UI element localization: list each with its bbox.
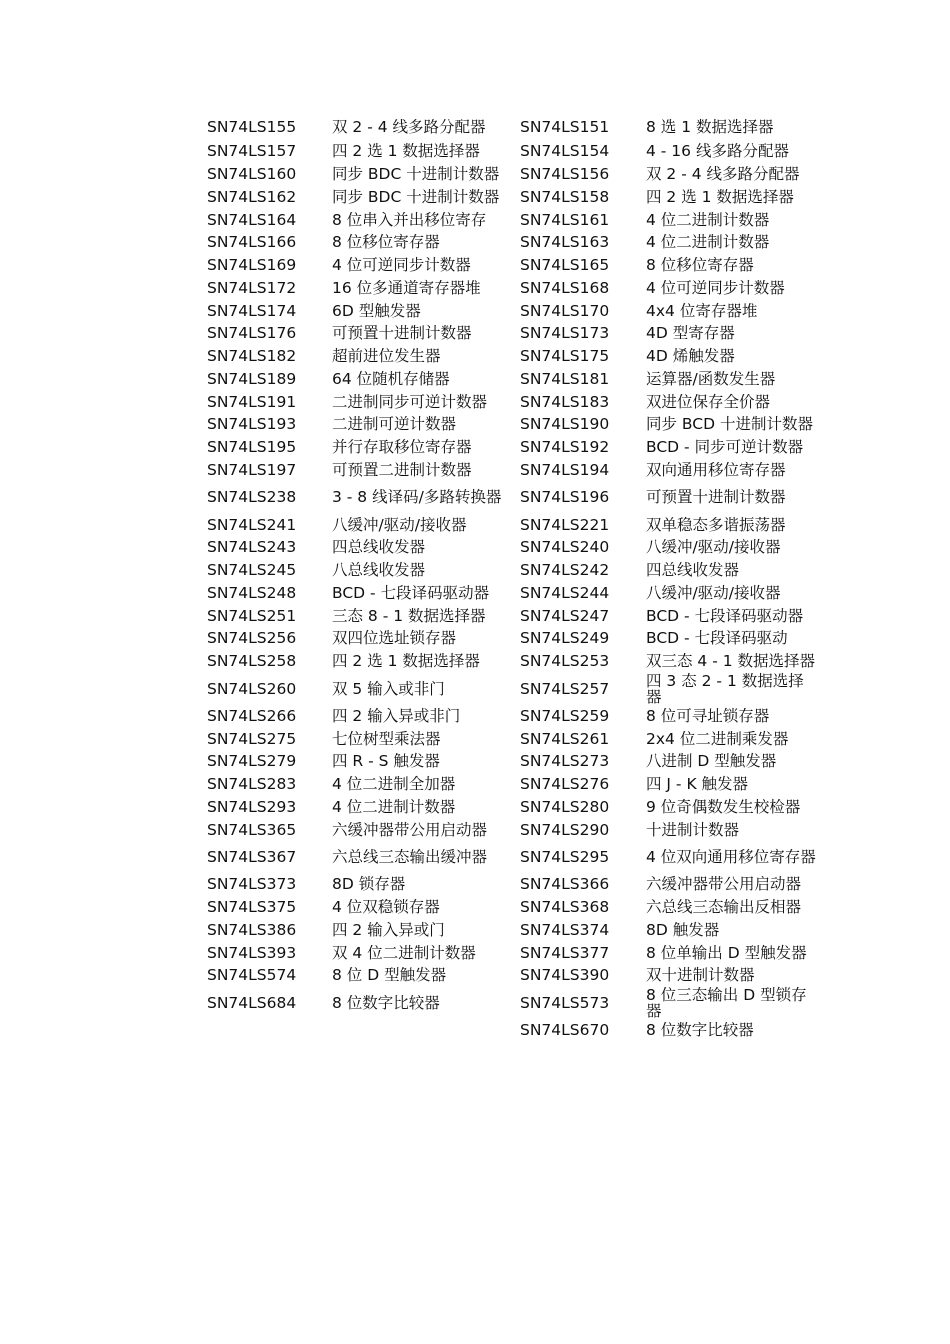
table-row <box>207 536 827 559</box>
table-row <box>207 481 827 513</box>
part-description-left: 16 位多通道寄存器堆 <box>332 278 481 297</box>
part-description-left: 3 - 8 线译码/多路转换器 <box>332 488 502 507</box>
part-number-right: SN74LS573 <box>520 993 610 1012</box>
table-row <box>207 750 827 773</box>
part-description-right: 8 位三态输出 D 型锁存器 <box>646 985 807 1020</box>
part-number-right: SN74LS154 <box>520 142 610 161</box>
table-row <box>207 277 827 300</box>
part-number-right: SN74LS173 <box>520 324 610 343</box>
part-number-left: SN74LS155 <box>207 118 297 136</box>
part-number-left: SN74LS197 <box>207 460 297 479</box>
part-description-left: 4 位可逆同步计数器 <box>332 256 471 275</box>
part-number-right: SN74LS156 <box>520 165 610 184</box>
part-number-left: SN74LS174 <box>207 301 297 320</box>
part-number-right: SN74LS158 <box>520 187 610 206</box>
part-description-right: 双单稳态多谐振荡器 <box>646 515 786 534</box>
part-number-left: SN74LS162 <box>207 187 297 206</box>
part-description-left: 八总线收发器 <box>332 561 426 580</box>
part-description-left: 四总线收发器 <box>332 538 426 557</box>
part-description-left: 并行存取移位寄存器 <box>332 438 472 457</box>
table-row <box>207 896 827 919</box>
part-number-left: SN74LS386 <box>207 920 297 939</box>
part-description-right: 双 2 - 4 线多路分配器 <box>646 165 800 184</box>
part-number-right: SN74LS175 <box>520 347 610 366</box>
part-number-left: SN74LS375 <box>207 898 297 917</box>
part-description-left: 8 位串入并出移位寄存 <box>332 210 487 229</box>
part-description-right: 4 位二进制计数器 <box>646 210 770 229</box>
table-row <box>207 650 827 673</box>
part-description-right: 双进位保存全价器 <box>646 392 771 411</box>
part-number-left: SN74LS293 <box>207 797 297 816</box>
table-row <box>207 841 827 873</box>
part-number-left: SN74LS393 <box>207 943 297 962</box>
part-number-right: SN74LS244 <box>520 583 610 602</box>
part-description-right: 2x4 位二进制乘发器 <box>646 729 789 748</box>
part-number-left: SN74LS176 <box>207 324 297 343</box>
part-description-right: 8 选 1 数据选择器 <box>646 118 774 136</box>
table-row <box>207 436 827 459</box>
part-description-right: BCD - 七段译码驱动 <box>646 629 788 648</box>
part-description-right: 4D 型寄存器 <box>646 324 735 343</box>
part-number-right: SN74LS273 <box>520 752 610 771</box>
table-row <box>207 673 827 705</box>
part-number-right: SN74LS295 <box>520 848 610 866</box>
part-description-right: 六总线三态输出反相器 <box>646 898 802 917</box>
table-row <box>207 582 827 605</box>
part-number-left: SN74LS574 <box>207 966 297 985</box>
part-description-right: 9 位奇偶数发生校检器 <box>646 797 801 816</box>
part-number-right: SN74LS261 <box>520 729 610 748</box>
part-description-left: 4 位双稳锁存器 <box>332 898 440 917</box>
part-description-left: 八缓冲/驱动/接收器 <box>332 515 467 534</box>
part-description-left: 8 位移位寄存器 <box>332 233 440 252</box>
part-number-right: SN74LS290 <box>520 820 610 839</box>
part-description-right: 可预置十进制计数器 <box>646 488 786 507</box>
table-row <box>207 368 827 391</box>
part-description-right: 4 位可逆同步计数器 <box>646 278 785 297</box>
table-row <box>207 964 827 987</box>
part-number-right: SN74LS366 <box>520 875 610 894</box>
part-description-right: 双向通用移位寄存器 <box>646 460 786 479</box>
part-description-left: 同步 BDC 十进制计数器 <box>332 187 500 206</box>
part-description-right: 4x4 位寄存器堆 <box>646 301 758 320</box>
part-number-right: SN74LS165 <box>520 256 610 275</box>
part-number-right: SN74LS377 <box>520 943 610 962</box>
table-row <box>207 987 827 1019</box>
part-description-left <box>332 1019 520 1042</box>
part-number-right: SN74LS257 <box>520 679 610 698</box>
table-row <box>207 114 827 140</box>
table-row <box>207 208 827 231</box>
part-number-left: SN74LS172 <box>207 278 297 297</box>
table-row <box>207 322 827 345</box>
part-description-right: 4 位双向通用移位寄存器 <box>646 848 816 866</box>
part-number-right: SN74LS194 <box>520 460 610 479</box>
part-description-right: 双三态 4 - 1 数据选择器 <box>646 652 816 671</box>
table-row <box>207 627 827 650</box>
part-description-right: 8 位数字比较器 <box>646 1021 754 1040</box>
table-row <box>207 604 827 627</box>
part-number-right: SN74LS253 <box>520 652 610 671</box>
table-row <box>207 140 827 163</box>
part-number-right: SN74LS190 <box>520 415 610 434</box>
part-description-right: 四 2 选 1 数据选择器 <box>646 187 794 206</box>
chip-list-body <box>207 114 827 1042</box>
table-row <box>207 459 827 482</box>
part-number-right: SN74LS240 <box>520 538 610 557</box>
part-number-right: SN74LS242 <box>520 561 610 580</box>
part-description-right: 4 位二进制计数器 <box>646 233 770 252</box>
part-description-right: 六缓冲器带公用启动器 <box>646 875 802 894</box>
table-row <box>207 1019 827 1042</box>
part-description-left: 可预置十进制计数器 <box>332 324 472 343</box>
part-number-left: SN74LS166 <box>207 233 297 252</box>
part-description-left: 可预置二进制计数器 <box>332 460 472 479</box>
part-number-right: SN74LS247 <box>520 606 610 625</box>
part-description-right: 8 位移位寄存器 <box>646 256 754 275</box>
table-row <box>207 186 827 209</box>
part-number-left: SN74LS260 <box>207 679 297 698</box>
part-description-left: 四 2 选 1 数据选择器 <box>332 652 480 671</box>
part-number-left: SN74LS241 <box>207 515 297 534</box>
part-number-right: SN74LS374 <box>520 920 610 939</box>
table-row <box>207 873 827 896</box>
part-number-left: SN74LS182 <box>207 347 297 366</box>
part-number-right: SN74LS170 <box>520 301 610 320</box>
part-number-left: SN74LS251 <box>207 606 297 625</box>
chip-list-table <box>207 114 827 1042</box>
table-row <box>207 919 827 942</box>
table-row <box>207 254 827 277</box>
table-row <box>207 390 827 413</box>
part-number-left: SN74LS367 <box>207 848 297 866</box>
part-description-right: 4 - 16 线多路分配器 <box>646 142 789 161</box>
part-number-left: SN74LS169 <box>207 256 297 275</box>
part-number-right: SN74LS368 <box>520 898 610 917</box>
part-description-right: 4D 烯触发器 <box>646 347 735 366</box>
part-description-left: 四 2 选 1 数据选择器 <box>332 142 480 161</box>
part-description-left: 双 2 - 4 线多路分配器 <box>332 118 486 136</box>
table-row <box>207 796 827 819</box>
part-description-left: 64 位随机存储器 <box>332 369 450 388</box>
part-number-left: SN74LS365 <box>207 820 297 839</box>
part-description-left: 6D 型触发器 <box>332 301 421 320</box>
part-number-right: SN74LS670 <box>520 1021 610 1040</box>
part-description-right: 四 J - K 触发器 <box>646 775 749 794</box>
table-row <box>207 705 827 728</box>
part-description-right: 8 位单输出 D 型触发器 <box>646 943 807 962</box>
part-description-left: 8 位 D 型触发器 <box>332 966 447 985</box>
part-number-left: SN74LS248 <box>207 583 297 602</box>
part-number-left: SN74LS191 <box>207 392 297 411</box>
table-row <box>207 818 827 841</box>
table-row <box>207 513 827 536</box>
table-row <box>207 231 827 254</box>
part-description-right: 四 3 态 2 - 1 数据选择器 <box>646 671 804 706</box>
part-number-left: SN74LS373 <box>207 875 297 894</box>
part-number-right: SN74LS151 <box>520 118 610 136</box>
part-number-right: SN74LS181 <box>520 369 610 388</box>
part-number-right: SN74LS168 <box>520 278 610 297</box>
part-description-left: 双 5 输入或非门 <box>332 679 445 698</box>
part-number-left: SN74LS279 <box>207 752 297 771</box>
part-number-left: SN74LS189 <box>207 369 297 388</box>
part-description-right: BCD - 同步可逆计数器 <box>646 438 804 457</box>
table-row <box>207 413 827 436</box>
part-description-right: BCD - 七段译码驱动器 <box>646 606 804 625</box>
table-row <box>207 941 827 964</box>
part-number-right: SN74LS280 <box>520 797 610 816</box>
part-number-left: SN74LS164 <box>207 210 297 229</box>
part-number-left: SN74LS160 <box>207 165 297 184</box>
part-description-right: 八缓冲/驱动/接收器 <box>646 583 781 602</box>
part-number-right: SN74LS259 <box>520 706 610 725</box>
part-description-left: 三态 8 - 1 数据选择器 <box>332 606 486 625</box>
part-number-right: SN74LS192 <box>520 438 610 457</box>
part-number-left: SN74LS684 <box>207 993 297 1012</box>
part-number-right: SN74LS249 <box>520 629 610 648</box>
part-number-left: SN74LS266 <box>207 706 297 725</box>
part-number-left <box>207 1019 332 1042</box>
part-description-left: 双 4 位二进制计数器 <box>332 943 476 962</box>
part-number-left: SN74LS238 <box>207 488 297 507</box>
part-number-right: SN74LS276 <box>520 775 610 794</box>
part-description-right: 双十进制计数器 <box>646 966 755 985</box>
part-number-left: SN74LS243 <box>207 538 297 557</box>
table-row <box>207 299 827 322</box>
part-number-left: SN74LS275 <box>207 729 297 748</box>
part-description-left: 8D 锁存器 <box>332 875 406 894</box>
part-number-right: SN74LS163 <box>520 233 610 252</box>
part-number-left: SN74LS157 <box>207 142 297 161</box>
table-row <box>207 559 827 582</box>
part-description-left: 4 位二进制全加器 <box>332 775 456 794</box>
part-number-left: SN74LS258 <box>207 652 297 671</box>
part-description-left: 同步 BDC 十进制计数器 <box>332 165 500 184</box>
part-number-right: SN74LS221 <box>520 515 610 534</box>
part-description-left: 双四位选址锁存器 <box>332 629 457 648</box>
part-number-right: SN74LS196 <box>520 488 610 507</box>
table-row <box>207 727 827 750</box>
part-description-left: 六缓冲器带公用启动器 <box>332 820 488 839</box>
part-number-right: SN74LS161 <box>520 210 610 229</box>
part-description-right: 8 位可寻址锁存器 <box>646 706 770 725</box>
part-description-left: 二进制可逆计数器 <box>332 415 457 434</box>
part-description-right: 四总线收发器 <box>646 561 740 580</box>
part-number-right: SN74LS390 <box>520 966 610 985</box>
part-number-left: SN74LS256 <box>207 629 297 648</box>
part-number-left: SN74LS283 <box>207 775 297 794</box>
part-description-left: BCD - 七段译码驱动器 <box>332 583 490 602</box>
part-number-left: SN74LS195 <box>207 438 297 457</box>
table-row <box>207 345 827 368</box>
table-row <box>207 163 827 186</box>
part-description-right: 8D 触发器 <box>646 920 720 939</box>
part-description-left: 六总线三态输出缓冲器 <box>332 848 488 866</box>
part-description-left: 四 2 输入异或门 <box>332 920 445 939</box>
part-description-left: 四 2 输入异或非门 <box>332 706 461 725</box>
part-description-right: 八缓冲/驱动/接收器 <box>646 538 781 557</box>
part-description-left: 超前进位发生器 <box>332 347 441 366</box>
part-description-left: 四 R - S 触发器 <box>332 752 440 771</box>
part-number-left: SN74LS193 <box>207 415 297 434</box>
part-description-right: 运算器/函数发生器 <box>646 369 776 388</box>
part-description-left: 七位树型乘法器 <box>332 729 441 748</box>
part-description-left: 二进制同步可逆计数器 <box>332 392 488 411</box>
part-number-right: SN74LS183 <box>520 392 610 411</box>
part-description-left: 4 位二进制计数器 <box>332 797 456 816</box>
part-description-right: 同步 BCD 十进制计数器 <box>646 415 813 434</box>
table-row <box>207 773 827 796</box>
part-description-right: 八进制 D 型触发器 <box>646 752 777 771</box>
part-number-left: SN74LS245 <box>207 561 297 580</box>
part-description-right: 十进制计数器 <box>646 820 740 839</box>
part-description-left: 8 位数字比较器 <box>332 993 440 1012</box>
